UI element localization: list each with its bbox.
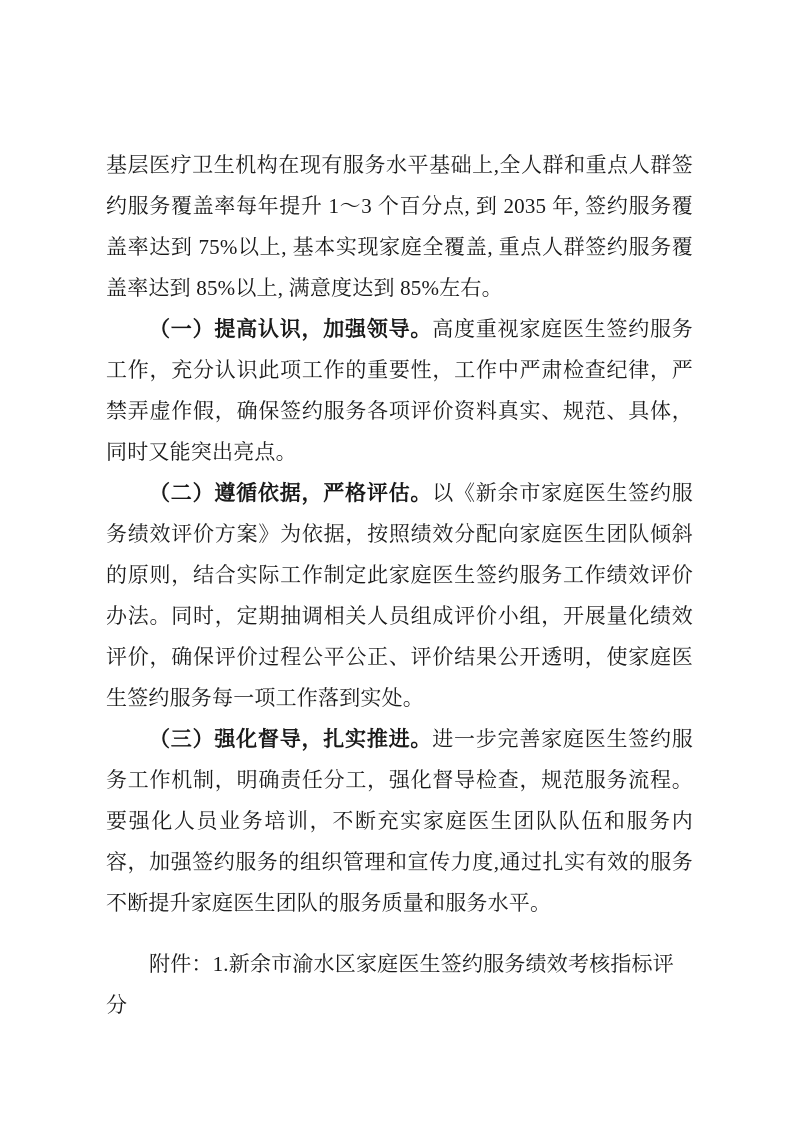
section-2-text: 以《新余市家庭医生签约服务绩效评价方案》为依据，按照绩效分配向家庭医生团队倾斜的原则，结合实际工作制定此家庭医生签约服务工作绩效评价办法。同时，定期抽调相关人员组成评价小组，开展量化绩效评价，确保评价过程公平公正、评价结果公开透明，使家庭医生签约服务每一项工作落到实处。 — [106, 481, 693, 710]
section-3-text: 进一步完善家庭医生签约服务工作机制，明确责任分工，强化督导检查，规范服务流程。要强化人员业务培训，不断充实家庭医生团队队伍和服务内容，加强签约服务的组织管理和宣传力度,通过扎实有效的服务不断提升家庭医生团队的服务质量和服务水平。 — [106, 727, 693, 915]
section-3-heading: （三）强化督导，扎实推进。 — [149, 727, 433, 751]
section-1-heading: （一）提高认识，加强领导。 — [149, 317, 433, 341]
paragraph-section-2 — [106, 473, 693, 719]
section-2-heading: （二）遵循依据，严格评估。 — [149, 481, 433, 505]
attachment-line: 附件：1.新余市渝水区家庭医生签约服务绩效考核指标评分 — [106, 952, 674, 1017]
section-1-text: 高度重视家庭医生签约服务工作，充分认识此项工作的重要性，工作中严肃检查纪律，严禁弄虚作假，确保签约服务各项评价资料真实、规范、具体，同时又能突出亮点。 — [106, 317, 693, 464]
paragraph-continuation — [106, 145, 693, 309]
paragraph-section-1 — [106, 309, 693, 473]
paragraph-text: 基层医疗卫生机构在现有服务水平基础上,全人群和重点人群签约服务覆盖率每年提升 1～3 个百分点, 到 2035 年, 签约服务覆盖率达到 75%以上, 基本实现家庭全覆盖, 重点人群签约服务覆盖率达到 85%以上, 满意度达到 85%左右。 — [106, 153, 693, 300]
paragraph-section-3 — [106, 719, 693, 924]
